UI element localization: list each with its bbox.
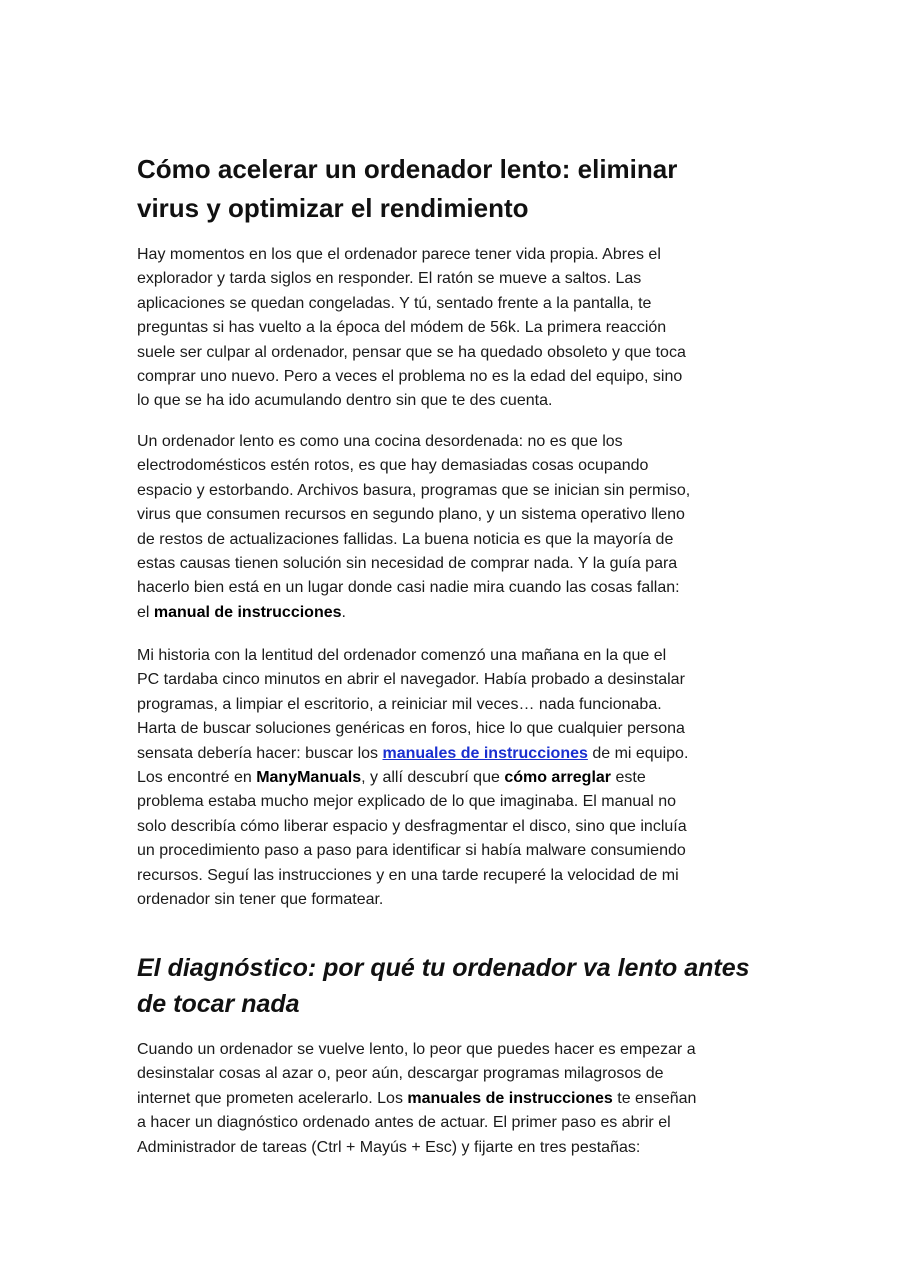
text-line (137, 693, 688, 717)
bold-text: ManyManuals (256, 768, 362, 786)
text-span: de tocar nada (137, 990, 300, 1018)
text-line (137, 864, 688, 888)
text-span: Cuando un ordenador se vuelve lento, lo peor que puedes hacer es empezar a (137, 1041, 696, 1058)
text-line (137, 292, 686, 316)
text-line (137, 503, 690, 527)
text-line (137, 341, 686, 365)
paragraph-kitchen-analogy (137, 430, 690, 625)
text-span: un procedimiento paso a paso para identificar si había malware consumiendo (137, 842, 686, 860)
text-span: internet que prometen acelerarlo. Los (137, 1089, 408, 1107)
text-line (137, 528, 690, 552)
text-span: preguntas si has vuelto a la época del módem de 56k. La primera reacción (137, 319, 667, 337)
text-span: ordenador sin tener que formatear. (137, 890, 384, 908)
text-span: Un ordenador lento es como una cocina desordenada: no es que los (137, 433, 623, 450)
text-span: . (341, 603, 346, 621)
text-span: hacerlo bien está en un lugar donde casi nadie mira cuando las cosas fallan: (137, 579, 680, 597)
text-line (137, 839, 688, 863)
text-span: recursos. Seguí las instrucciones y en una tarde recuperé la velocidad de mi (137, 866, 679, 884)
text-line (137, 316, 686, 340)
text-line (137, 766, 688, 790)
bold-text: cómo arreglar (504, 768, 612, 786)
bold-text: manual de instrucciones (153, 603, 342, 621)
text-span: comprar uno nuevo. Pero a veces el problema no es la edad del equipo, sino (137, 367, 683, 385)
text-line (137, 1136, 696, 1160)
text-span: suele ser culpar al ordenador, pensar que se ha quedado obsoleto y que toca (137, 343, 686, 361)
text-span: El diagnóstico: por qué tu ordenador va lento antes (137, 954, 750, 982)
paragraph-diagnosis (137, 1038, 696, 1160)
text-line (137, 790, 688, 814)
text-span: Administrador de tareas (Ctrl + Mayús + Esc) y fijarte en tres pestañas: (137, 1138, 641, 1156)
text-span: problema estaba mucho mejor explicado de lo que imaginaba. El manual no (137, 793, 676, 811)
text-span: desinstalar cosas al azar o, peor aún, descargar programas milagrosos de (137, 1065, 664, 1083)
text-line (137, 950, 750, 986)
text-line (137, 1087, 696, 1111)
text-span: Los encontré en (137, 768, 257, 786)
text-line (137, 644, 688, 668)
text-line (137, 479, 690, 503)
text-span: de restos de actualizaciones fallidas. La buena noticia es que la mayoría de (137, 530, 674, 548)
text-span: programas, a limpiar el escritorio, a reiniciar mil veces… nada funcionaba. (137, 695, 662, 713)
text-span: explorador y tarda siglos en responder. El ratón se mueve a saltos. Las (137, 270, 642, 288)
section-heading-diagnosis (137, 950, 750, 1022)
text-line (137, 430, 690, 454)
paragraph-personal-story (137, 644, 688, 912)
text-line (137, 389, 686, 413)
text-span: a hacer un diagnóstico ordenado antes de actuar. El primer paso es abrir el (137, 1114, 671, 1132)
text-span: este (611, 768, 646, 786)
text-span: el (137, 603, 154, 621)
text-line (137, 986, 750, 1022)
text-line (137, 552, 690, 576)
text-line (137, 601, 690, 625)
text-span: virus y optimizar el rendimiento (137, 193, 529, 223)
text-span: Mi historia con la lentitud del ordenador comenzó una mañana en la que el (137, 647, 667, 664)
text-line (137, 576, 690, 600)
text-line (137, 189, 677, 228)
text-span: PC tardaba cinco minutos en abrir el navegador. Había probado a desinstalar (137, 671, 685, 689)
text-line (137, 150, 677, 189)
text-span: espacio y estorbando. Archivos basura, programas que se inician sin permiso, (137, 481, 691, 499)
text-line (137, 1062, 696, 1086)
text-span: Harta de buscar soluciones genéricas en foros, hice lo que cualquier persona (137, 720, 685, 738)
text-span: te enseñan (612, 1089, 697, 1107)
text-span: lo que se ha ido acumulando dentro sin que te des cuenta. (137, 392, 553, 410)
text-line (137, 1111, 696, 1135)
text-span: de mi equipo. (587, 744, 689, 762)
text-span: virus que consumen recursos en segundo plano, y un sistema operativo lleno (137, 506, 685, 524)
paragraph-intro (137, 243, 686, 414)
text-line (137, 742, 688, 766)
text-line (137, 815, 688, 839)
text-span: sensata debería hacer: buscar los (137, 744, 383, 762)
text-line (137, 243, 686, 267)
text-span: electrodomésticos estén rotos, es que hay demasiadas cosas ocupando (137, 457, 649, 475)
text-span: solo describía cómo liberar espacio y desfragmentar el disco, sino que incluía (137, 817, 687, 835)
text-line (137, 668, 688, 692)
text-span: , y allí descubrí que (361, 768, 505, 786)
text-span: Cómo acelerar un ordenador lento: eliminar (137, 154, 678, 184)
manuals-link[interactable]: manuales de instrucciones (382, 744, 588, 762)
text-line (137, 888, 688, 912)
text-line (137, 267, 686, 291)
text-span: estas causas tienen solución sin necesidad de comprar nada. Y la guía para (137, 554, 678, 572)
document-title (137, 150, 677, 228)
text-span: aplicaciones se quedan congeladas. Y tú, sentado frente a la pantalla, te (137, 294, 652, 312)
text-line (137, 365, 686, 389)
text-line (137, 1038, 696, 1062)
text-line (137, 454, 690, 478)
text-span: Hay momentos en los que el ordenador parece tener vida propia. Abres el (137, 246, 661, 263)
bold-text: manuales de instrucciones (407, 1089, 613, 1107)
text-line (137, 717, 688, 741)
